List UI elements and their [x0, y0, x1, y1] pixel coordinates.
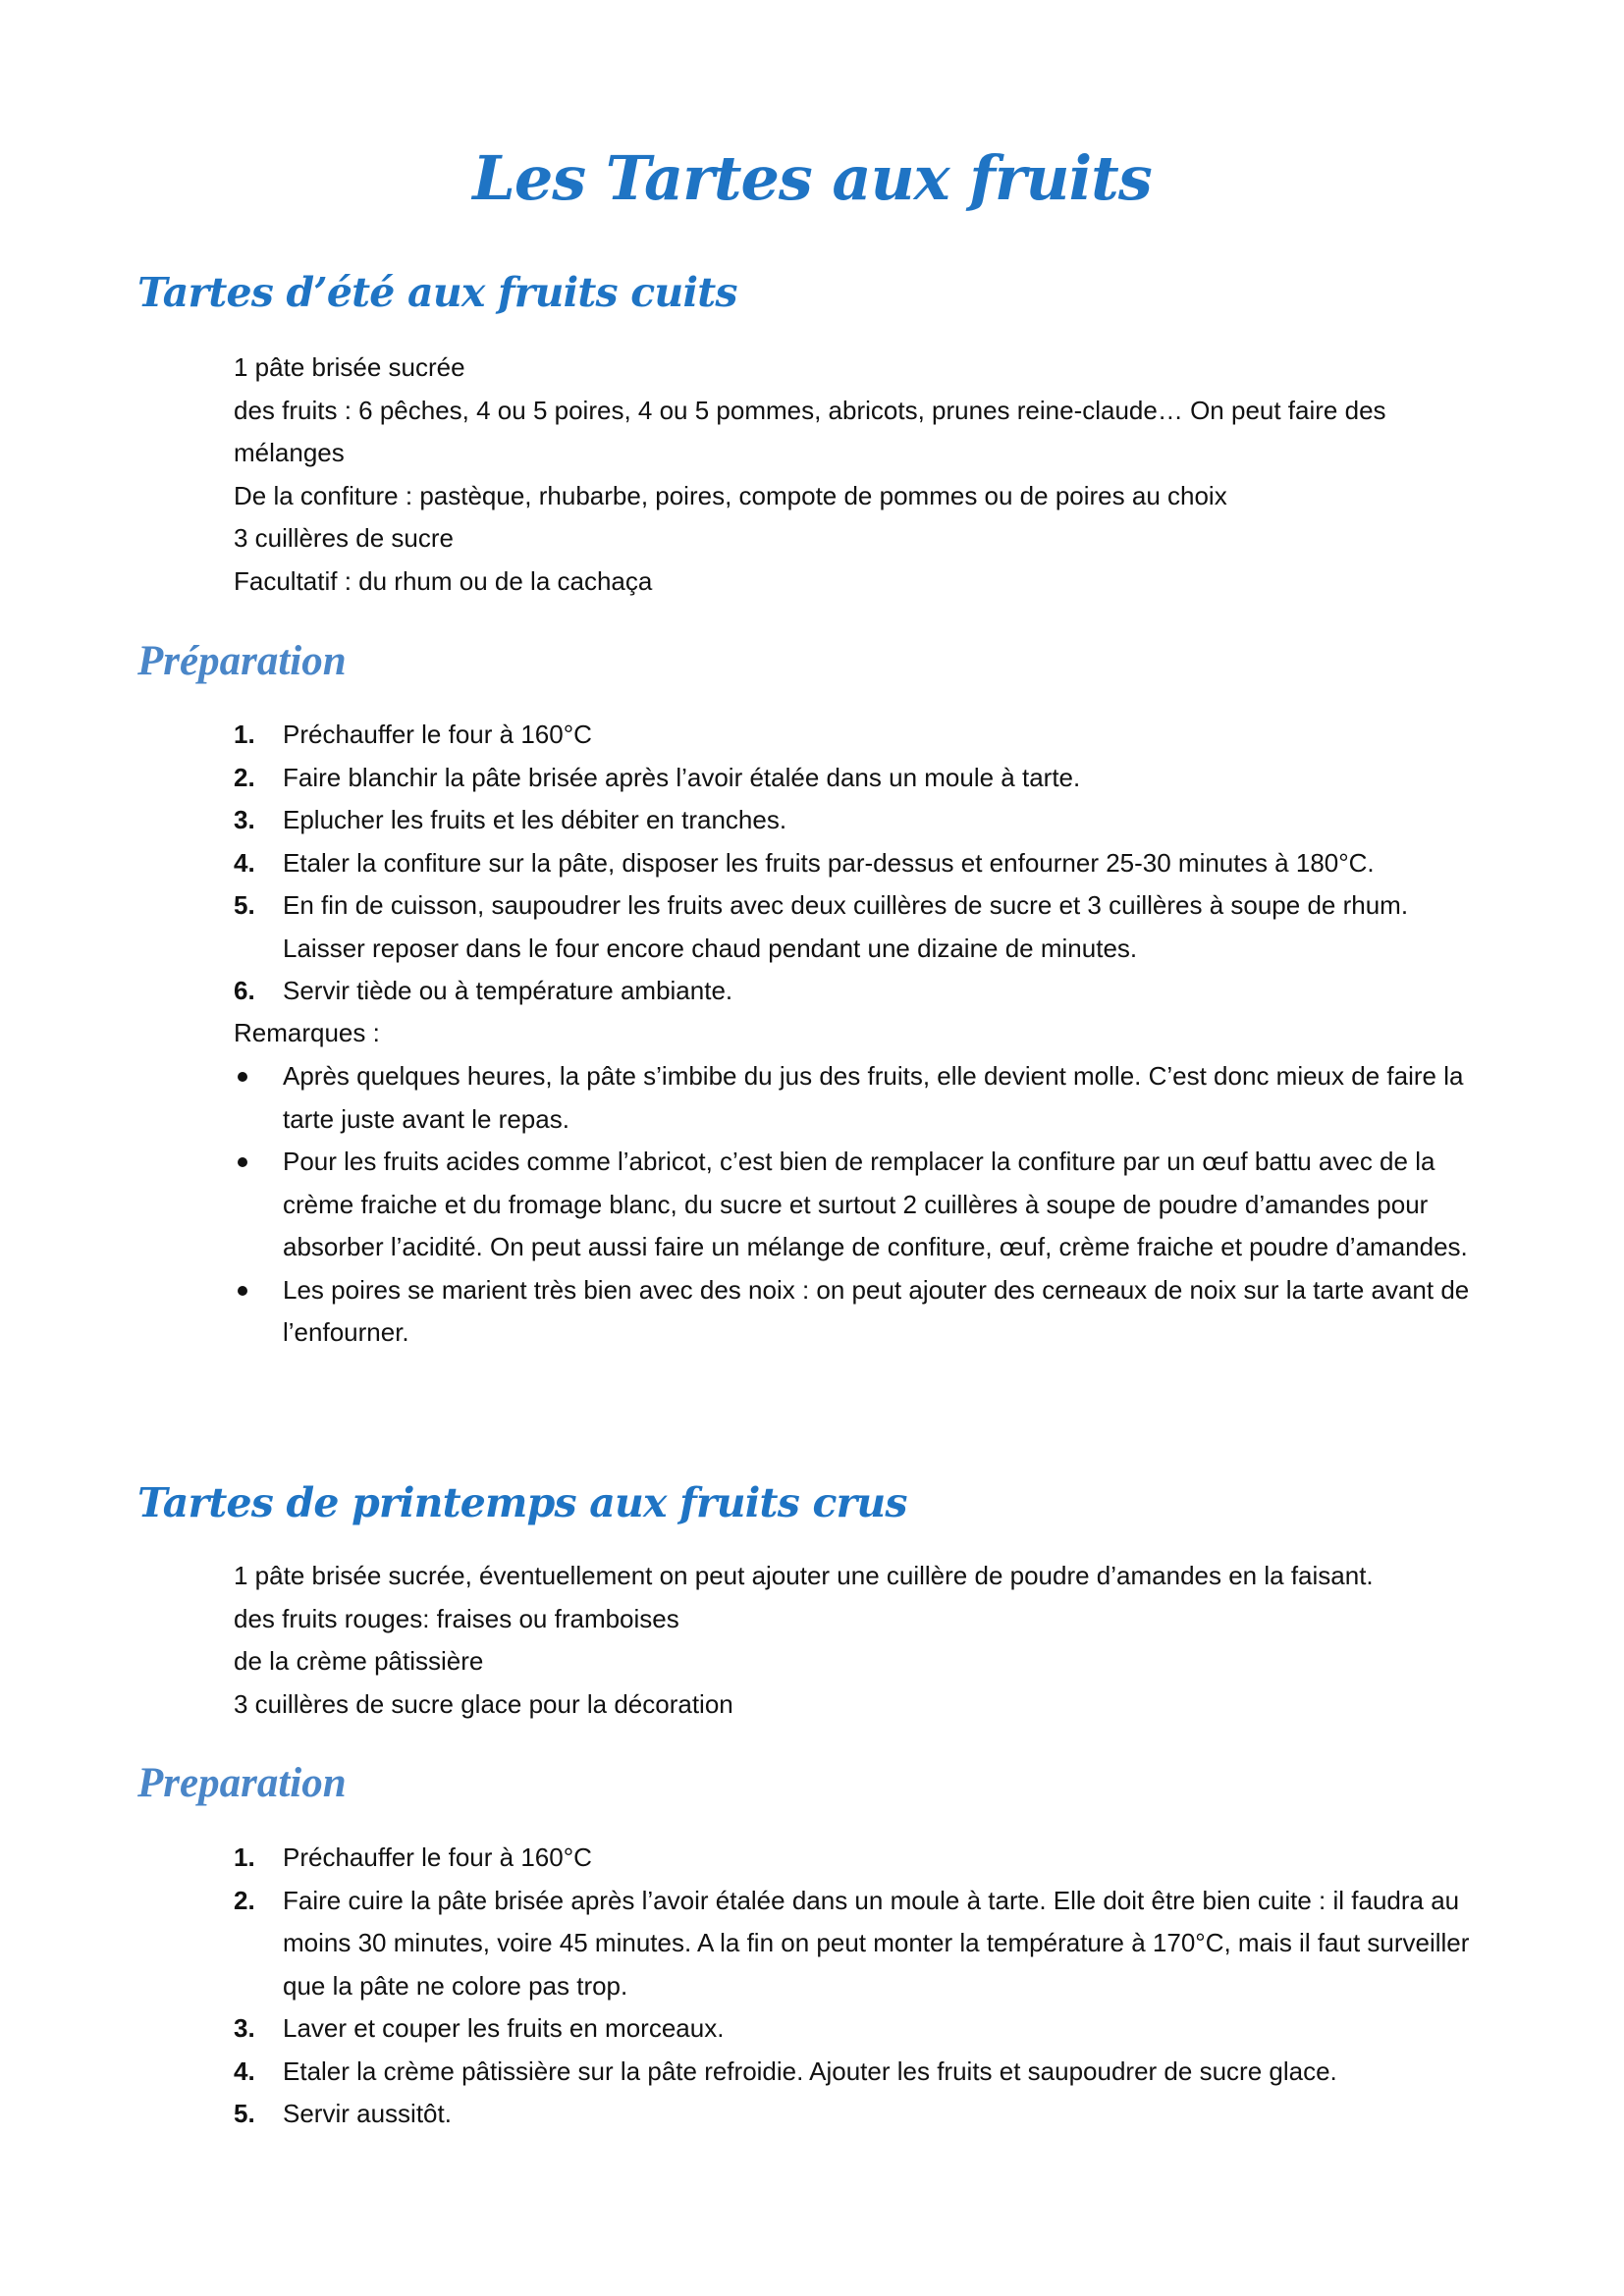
step-number: 6.: [234, 976, 255, 1005]
step-number: 2.: [234, 762, 255, 792]
step-item: [234, 970, 1490, 1013]
step-text: Servir tiède ou à température ambiante.: [283, 976, 733, 1005]
ingredient-list-summer: [234, 347, 1490, 603]
remark-item: [234, 1141, 1490, 1269]
ingredient-item: 1 pâte brisée sucrée: [234, 352, 465, 382]
ingredient-item: Facultatif : du rhum ou de la cachaça: [234, 565, 653, 596]
ingredient-item: De la confiture : pastèque, rhubarbe, poires, compote de pommes ou de poires au choix: [234, 480, 1227, 510]
step-text: Eplucher les fruits et les débiter en tranches.: [283, 805, 787, 834]
step-number: 3.: [234, 805, 255, 834]
remark-text: Les poires se marient très bien avec des noix : on peut ajouter des cerneaux de noix sur la tarte avant de l’enfourner.: [283, 1274, 1470, 1347]
ingredient-list-spring: [234, 1555, 1490, 1726]
step-number: 5.: [234, 890, 255, 920]
section-heading-summer-tarts: Tartes d’été aux fruits cuits: [137, 269, 737, 316]
ingredient-item: de la crème pâtissière: [234, 1646, 484, 1676]
step-text: Servir aussitôt.: [283, 2099, 452, 2128]
step-item: [234, 842, 1490, 885]
step-item: [234, 1837, 1490, 1880]
step-number: 1.: [234, 1842, 255, 1872]
step-item: [234, 1880, 1490, 2008]
step-item: [234, 2051, 1490, 2094]
bullet-icon: [238, 1286, 247, 1296]
step-item: [234, 757, 1490, 800]
document-title: Les Tartes aux fruits: [472, 142, 1152, 214]
step-text: Etaler la crème pâtissière sur la pâte refroidie. Ajouter les fruits et saupoudrer de sucre glace.: [283, 2056, 1337, 2086]
step-number: 1.: [234, 720, 255, 749]
bullet-icon: [238, 1072, 247, 1082]
step-text: Faire blanchir la pâte brisée après l’avoir étalée dans un moule à tarte.: [283, 762, 1081, 792]
step-item: [234, 2093, 1490, 2136]
step-number: 2.: [234, 1885, 255, 1915]
ingredient-item: 3 cuillères de sucre glace pour la décoration: [234, 1688, 733, 1719]
step-number: 3.: [234, 2013, 255, 2043]
section-heading-spring-tarts: Tartes de printemps aux fruits crus: [137, 1479, 907, 1526]
step-item: [234, 2007, 1490, 2051]
remark-text: Après quelques heures, la pâte s’imbibe du jus des fruits, elle devient molle. C’est donc mieux de faire la tarte juste avant le repas.: [283, 1061, 1464, 1134]
step-number: 5.: [234, 2099, 255, 2128]
step-text: Préchauffer le four à 160°C: [283, 720, 592, 749]
step-text: En fin de cuisson, saupoudrer les fruits avec deux cuillères de sucre et 3 cuillères à soupe de rhum. Laisser reposer dans le four encore chaud pendant une dizaine de minutes.: [283, 890, 1409, 963]
preparation-heading-summer: Préparation: [137, 638, 347, 684]
ingredient-item: des fruits : 6 pêches, 4 ou 5 poires, 4 ou 5 pommes, abricots, prunes reine-claude… On peut faire des mélanges: [234, 395, 1386, 467]
step-list-summer: [234, 714, 1490, 1013]
step-text: Préchauffer le four à 160°C: [283, 1842, 592, 1872]
bullet-icon: [238, 1157, 247, 1167]
step-item: [234, 714, 1490, 757]
step-text: Etaler la confiture sur la pâte, disposer les fruits par-dessus et enfourner 25-30 minutes à 180°C.: [283, 847, 1375, 878]
remark-list: [234, 1055, 1490, 1355]
preparation-heading-spring: Preparation: [137, 1760, 347, 1806]
remark-item: [234, 1055, 1490, 1141]
step-text: Laver et couper les fruits en morceaux.: [283, 2013, 725, 2043]
step-item: [234, 799, 1490, 842]
remark-text: Pour les fruits acides comme l’abricot, c’est bien de remplacer la confiture par un œuf battu avec de la crème fraiche et du fromage blanc, du sucre et surtout 2 cuillères à soupe de poudre d’amandes pour absorber l’acidité. On peut aussi faire un mélange de confiture, œuf, crème fraiche et poudre d’amandes.: [283, 1147, 1468, 1261]
step-text: Faire cuire la pâte brisée après l’avoir étalée dans un moule à tarte. Elle doit être bien cuite : il faudra au moins 30 minutes, voire 45 minutes. A la fin on peut monter la température à 170°C, mais il faut surveiller que la pâte ne colore pas trop.: [283, 1885, 1470, 2001]
remark-item: [234, 1269, 1490, 1355]
step-item: [234, 884, 1490, 970]
ingredient-item: 3 cuillères de sucre: [234, 523, 454, 553]
step-number: 4.: [234, 2056, 255, 2086]
step-list-spring: [234, 1837, 1490, 2136]
remarks-label: Remarques :: [234, 1018, 380, 1047]
ingredient-item: des fruits rouges: fraises ou framboises: [234, 1603, 679, 1633]
step-number: 4.: [234, 847, 255, 878]
ingredient-item: 1 pâte brisée sucrée, éventuellement on peut ajouter une cuillère de poudre d’amandes en la faisant.: [234, 1561, 1374, 1590]
